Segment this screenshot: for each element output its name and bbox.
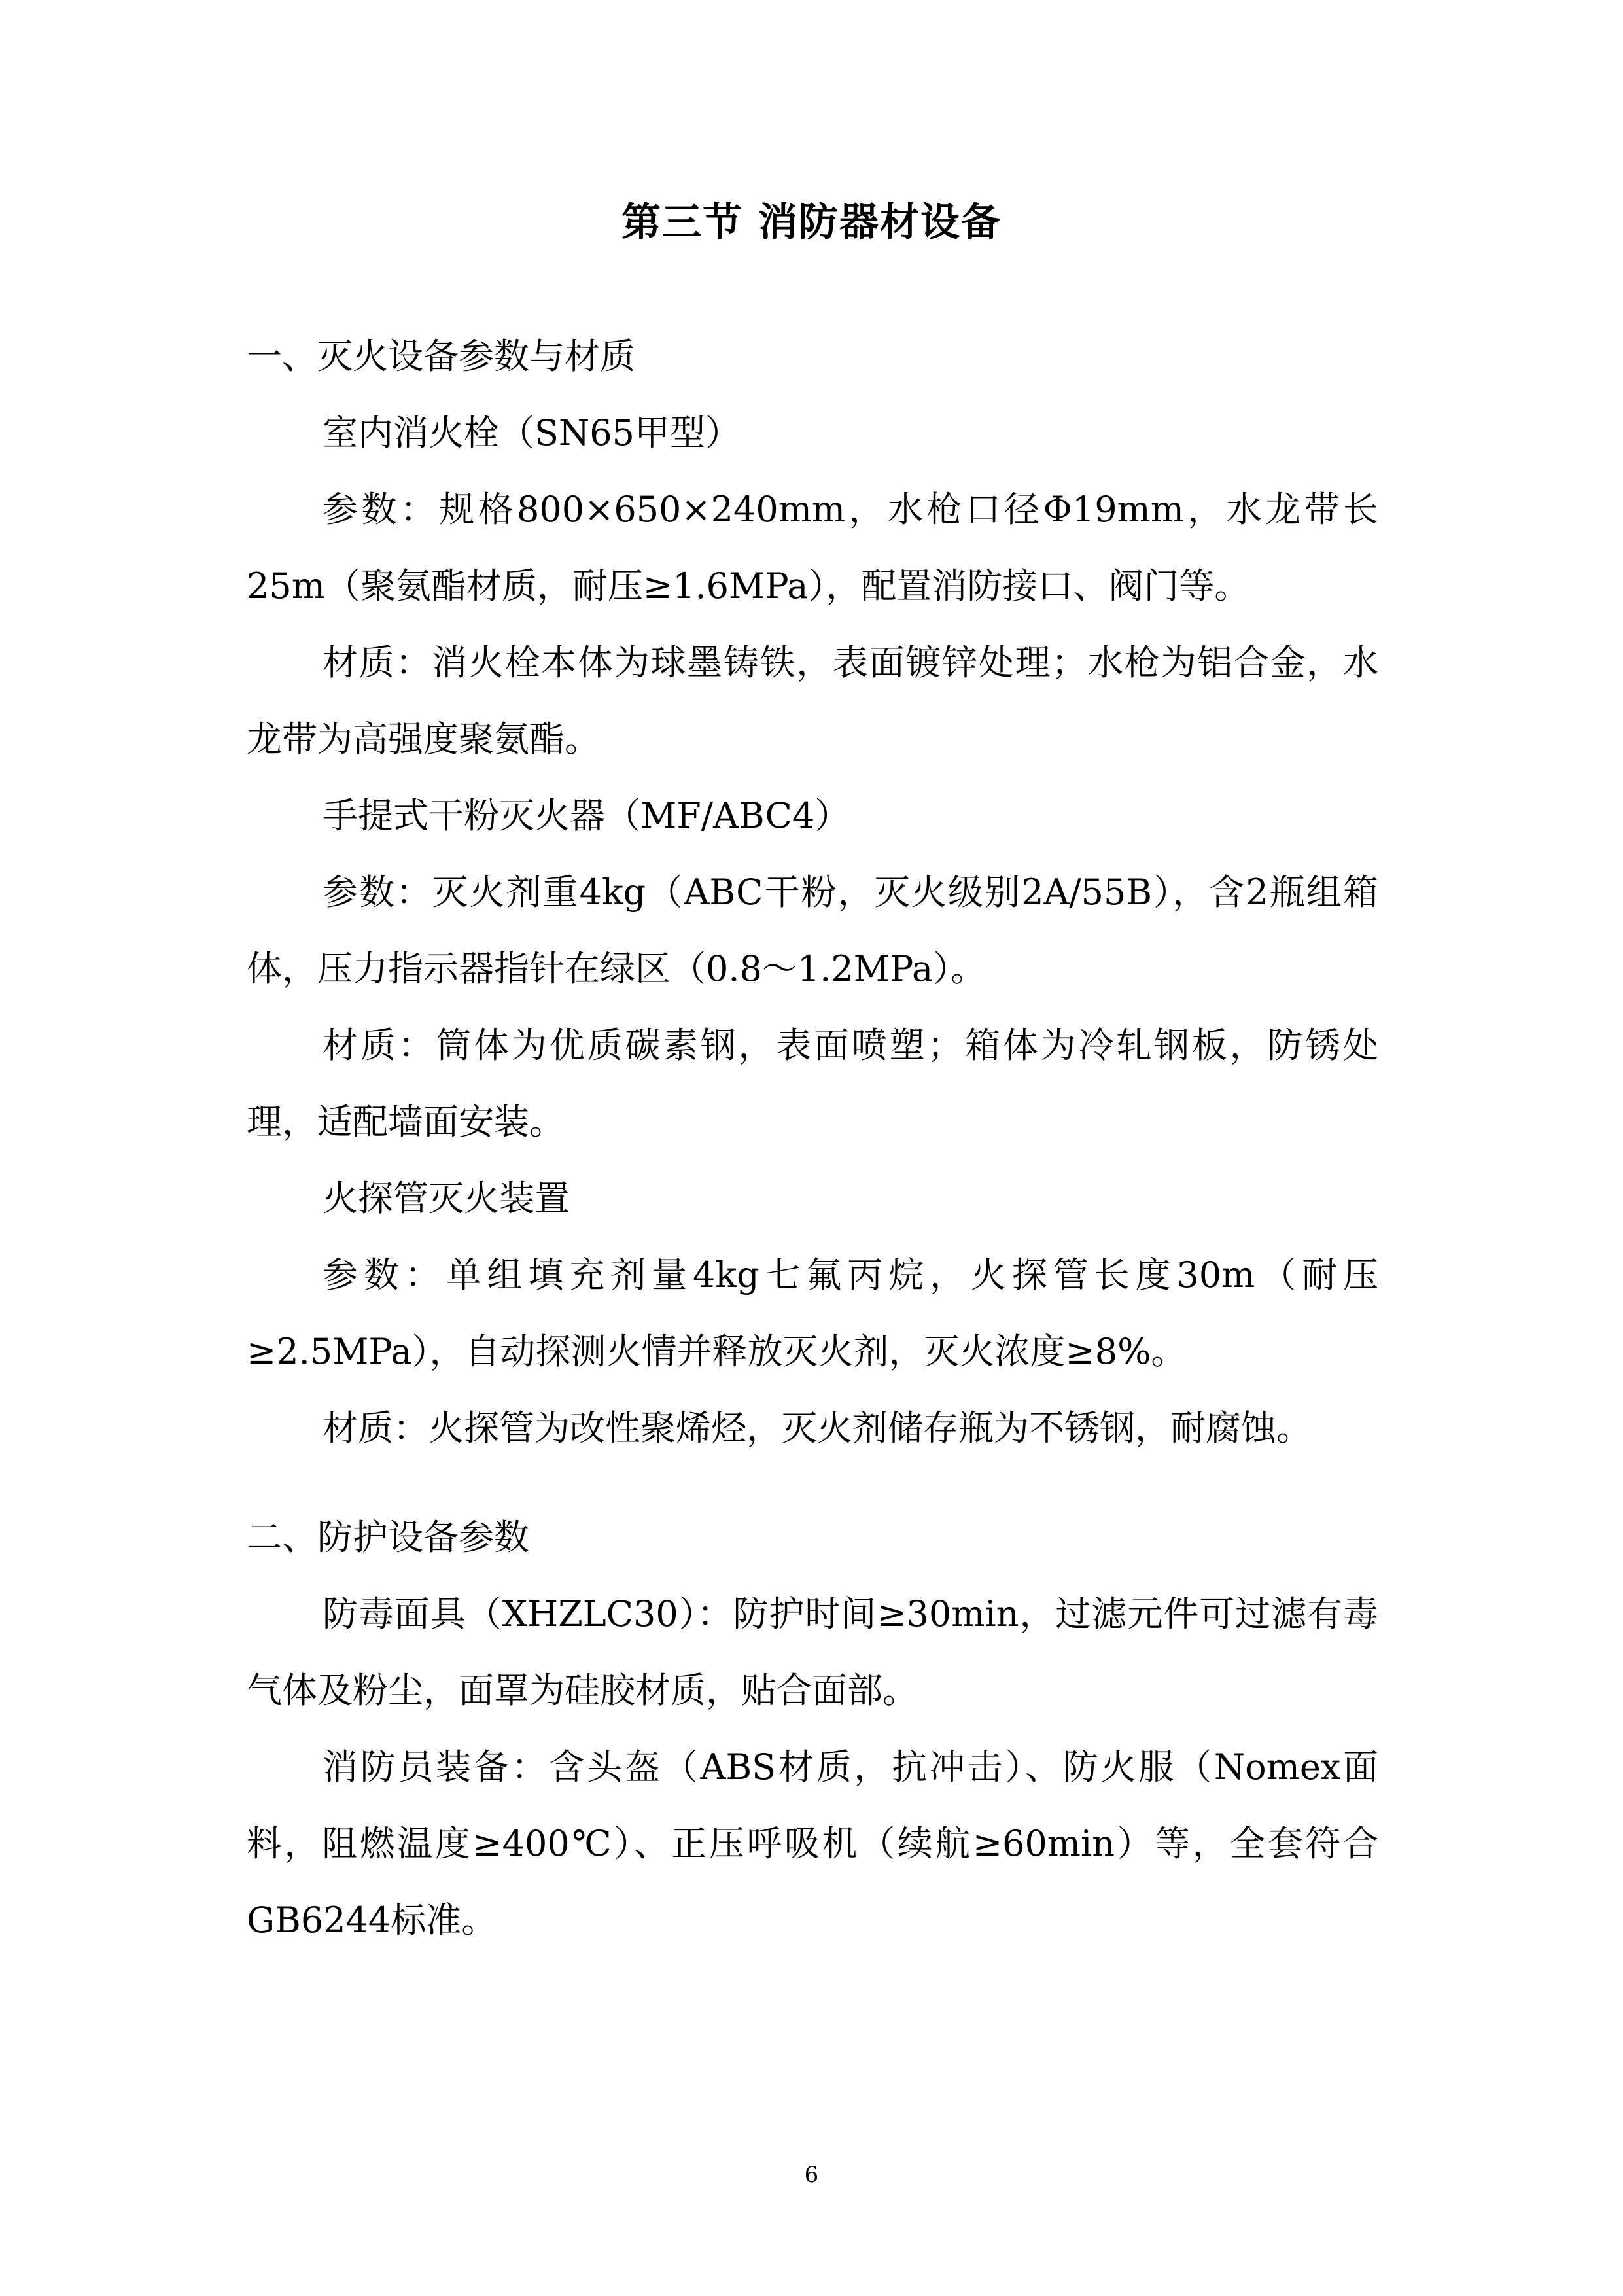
section-heading: 二、防护设备参数 [247, 1517, 529, 1558]
page-number: 6 [804, 2162, 819, 2188]
item-title: 手提式干粉灭火器（MF/ABC4） [323, 795, 850, 836]
item-title: 室内消火栓（SN65甲型） [323, 412, 741, 453]
item-title: 火探管灭火装置 [323, 1178, 570, 1219]
paragraph: 参数：灭火剂重4kg（ABC干粉，灭火级别2A/55B），含2瓶组箱体，压力指示器指针在绿区（0.8～1.2MPa）。 [247, 872, 1378, 989]
paragraph: 材质：筒体为优质碳素钢，表面喷塑；箱体为冷轧钢板，防锈处理，适配墙面安装。 [247, 1025, 1378, 1142]
paragraph: 消防员装备：含头盔（ABS材质，抗冲击）、防火服（Nomex面料，阻燃温度≥400℃）、正压呼吸机（续航≥60min）等，全套符合GB6244标准。 [247, 1746, 1378, 1941]
paragraph: 参数：单组填充剂量4kg七氟丙烷，火探管长度30m（耐压≥2.5MPa），自动探测火情并释放灭火剂，灭火浓度≥8%。 [247, 1254, 1378, 1372]
paragraph: 防毒面具（XHZLC30）：防护时间≥30min，过滤元件可过滤有毒气体及粉尘，面罩为硅胶材质，贴合面部。 [247, 1593, 1378, 1711]
section-heading: 一、灭火设备参数与材质 [247, 336, 635, 377]
paragraph: 材质：火探管为改性聚烯烃，灭火剂储存瓶为不锈钢，耐腐蚀。 [323, 1407, 1312, 1449]
document-body [247, 318, 1378, 1958]
paragraph: 材质：消火栓本体为球墨铸铁，表面镀锌处理；水枪为铝合金，水龙带为高强度聚氨酯。 [247, 642, 1378, 760]
paragraph: 参数：规格800×650×240mm，水枪口径Φ19mm，水龙带长25m（聚氨酯材质，耐压≥1.6MPa），配置消防接口、阀门等。 [247, 489, 1378, 607]
section-title: 第三节 消防器材设备 [621, 200, 1002, 245]
